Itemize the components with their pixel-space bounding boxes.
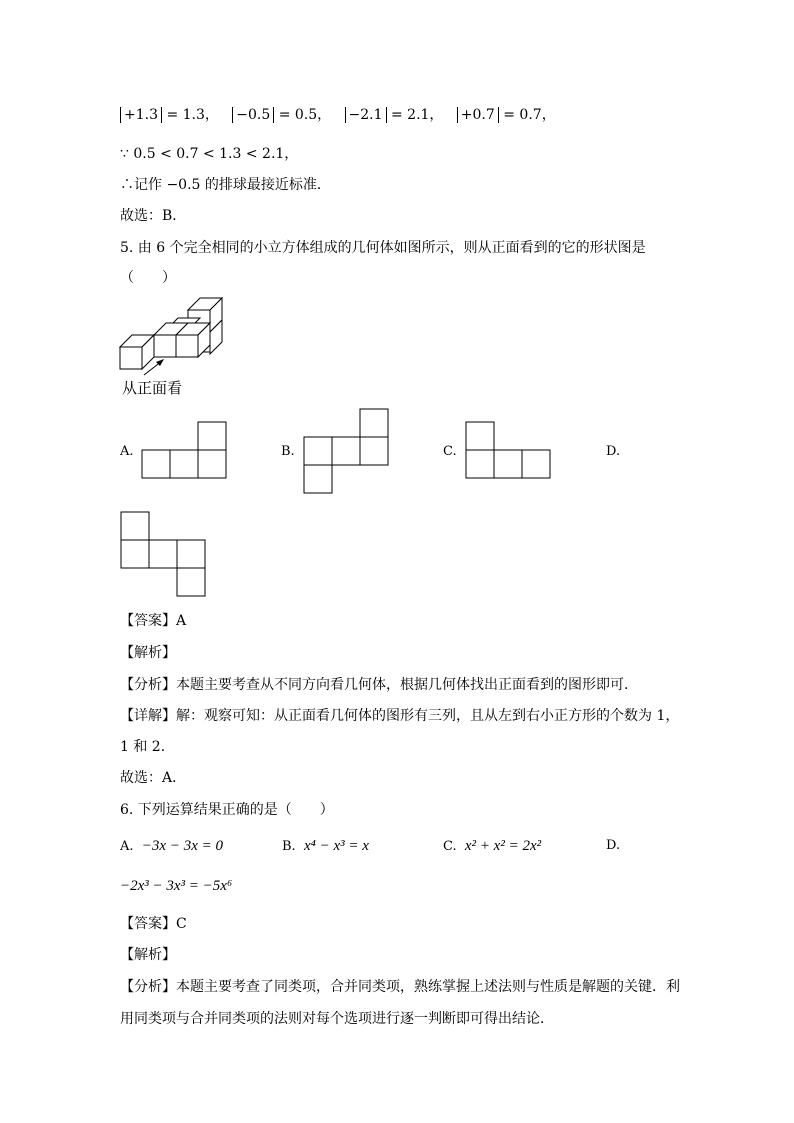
q5-choice: 故选：A． <box>120 770 187 786</box>
q6-option-a: A. −3x − 3x = 0 <box>120 838 223 854</box>
q5-option-c-label: C. <box>443 444 457 459</box>
q6-stem: 6. 下列运算结果正确的是（ ） <box>120 802 334 818</box>
q5-option-c-figure <box>465 422 553 478</box>
q6-analysis-line-1: 【分析】本题主要考查了同类项，合并同类项，熟练掌握上述法则与性质是解题的关键．利 <box>120 979 680 995</box>
q5-option-d-figure <box>120 511 208 597</box>
q5-option-b-label: B. <box>281 444 295 459</box>
q5-stem: 5. 由 6 个完全相同的小立方体组成的几何体如图所示，则从正面看到的它的形状图是 <box>120 240 646 256</box>
q6-option-c: C. x² + x² = 2x² <box>443 838 542 854</box>
cube-front-row <box>120 323 210 369</box>
q5-option-a-label: A. <box>120 444 134 459</box>
abs-expr-4: +0.7 = 0.7， <box>457 107 556 123</box>
q6-option-b: B. x⁴ − x³ = x <box>282 838 369 854</box>
q5-detail-line-1: 【详解】解：观察可知：从正面看几何体的图形有三列，且从左到右小正方形的个数为 1， <box>120 708 680 724</box>
abs-expr-1: +1.3 = 1.3， <box>120 107 219 123</box>
abs-expr-3: −2.1 = 2.1， <box>345 107 444 123</box>
therefore-line: ∴记作 −0.5 的排球最接近标准． <box>120 177 331 193</box>
q5-option-a-figure <box>141 422 227 478</box>
q5-option-b-figure <box>302 408 390 493</box>
q6-analysis-line-2: 用同类项与合并同类项的法则对每个选项进行逐一判断即可得出结论． <box>120 1011 554 1027</box>
q5-detail-line-2: 1 和 2． <box>120 739 175 755</box>
q5-answer: 【答案】A <box>120 613 187 629</box>
because-line: ∵ 0.5 < 0.7 < 1.3 < 2.1， <box>120 146 299 162</box>
q5-option-d-label: D. <box>606 444 621 459</box>
q6-option-d-expr: −2x³ − 3x³ = −5x⁶ <box>120 878 233 894</box>
q6-answer: 【答案】C <box>120 916 187 932</box>
q5-cube-figure <box>118 295 228 375</box>
q5-analysis-head: 【解析】 <box>120 645 176 661</box>
q6-option-d-label: D. <box>606 838 621 853</box>
abs-expr-2: −0.5 = 0.5， <box>232 107 331 123</box>
q5-analysis: 【分析】本题主要考查从不同方向看几何体，根据几何体找出正面看到的图形即可． <box>120 677 638 693</box>
abs-values-line <box>120 105 556 125</box>
previous-choice: 故选：B． <box>120 208 187 224</box>
q5-paren: （ ） <box>120 270 176 286</box>
figure-caption: 从正面看 <box>122 379 183 397</box>
q6-analysis-head: 【解析】 <box>120 947 176 963</box>
